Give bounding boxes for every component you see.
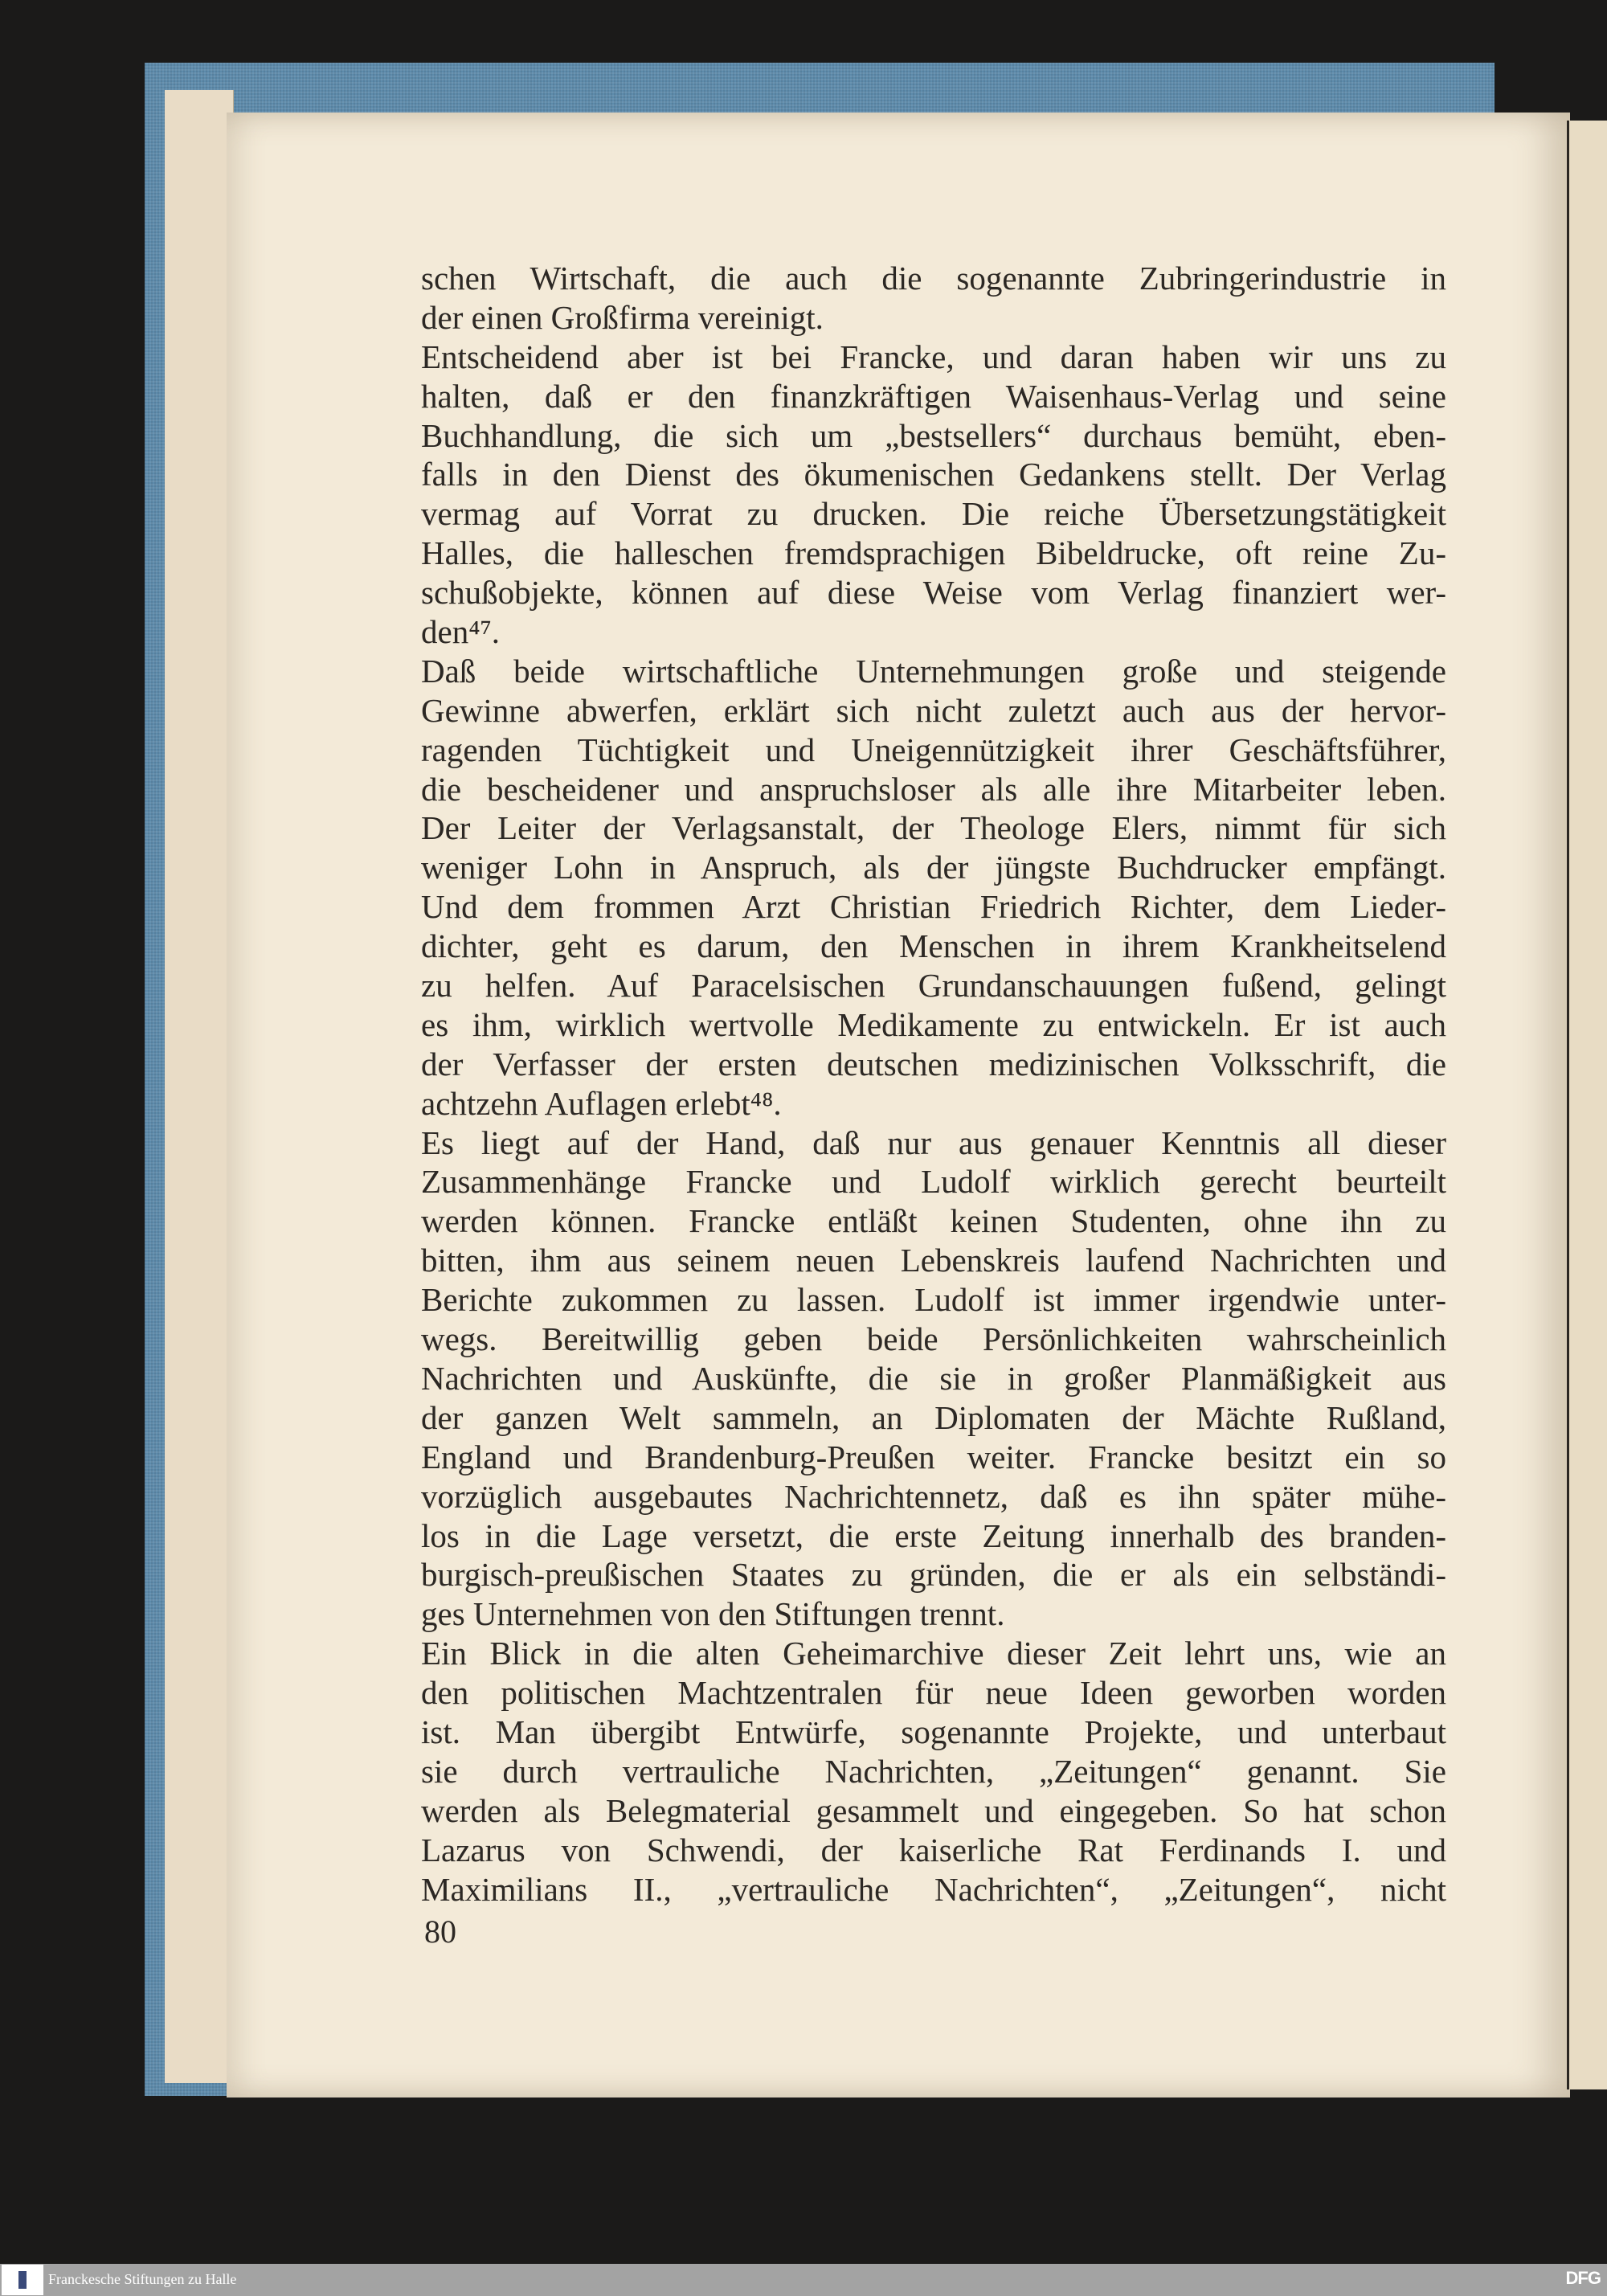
text-line: achtzehn Auflagen erlebt⁴⁸. (421, 1084, 782, 1122)
text-line: Und dem frommen Arzt Christian Friedrich Richter, dem Lieder- (421, 888, 1446, 926)
text-line: werden können. Francke entläßt keinen Studenten, ohne ihn zu (421, 1202, 1446, 1240)
text-line: der ganzen Welt sammeln, an Diplomaten der Mächte Rußland, (421, 1398, 1446, 1436)
dfg-logo: DFG (1565, 2268, 1601, 2288)
text-line: burgisch-preußischen Staates zu gründen, die er als ein selbständi- (421, 1556, 1446, 1594)
text-line: der einen Großfirma vereinigt. (421, 298, 824, 336)
page-number: 80 (424, 1913, 456, 1950)
text-line: Gewinne abwerfen, erklärt sich nicht zuletzt auch aus der hervor- (421, 691, 1446, 729)
text-line: sie durch vertrauliche Nachrichten, „Zeitungen“ genannt. Sie (421, 1752, 1446, 1790)
institution-logo-icon (2, 2265, 43, 2295)
viewer-footer-bar (0, 2264, 1607, 2296)
text-line: Der Leiter der Verlagsanstalt, der Theologe Elers, nimmt für sich (421, 809, 1446, 847)
text-line: zu helfen. Auf Paracelsischen Grundanschauungen fußend, gelingt (421, 967, 1446, 1005)
text-line: schen Wirtschaft, die auch die sogenannte Zubringerindustrie in (421, 260, 1446, 297)
institution-name: Franckesche Stiftungen zu Halle (48, 2271, 237, 2287)
text-line: Zusammenhänge Francke und Ludolf wirklich gerecht beurteilt (421, 1163, 1446, 1201)
text-line: werden als Belegmaterial gesammelt und eingegeben. So hat schon (421, 1791, 1446, 1829)
text-line: vermag auf Vorrat zu drucken. Die reiche Übersetzungstätigkeit (421, 495, 1446, 533)
text-line: Daß beide wirtschaftliche Unternehmungen große und steigende (421, 652, 1446, 690)
text-line: den⁴⁷. (421, 613, 501, 651)
text-line: Buchhandlung, die sich um „bestsellers“ durchaus bemüht, eben- (421, 416, 1446, 454)
text-line: Lazarus von Schwendi, der kaiserliche Rat Ferdinands I. und (421, 1831, 1446, 1868)
text-line: der Verfasser der ersten deutschen medizinischen Volksschrift, die (421, 1045, 1446, 1083)
text-line: ragenden Tüchtigkeit und Uneigennützigkeit ihrer Geschäftsführer, (421, 731, 1446, 768)
text-line: Berichte zukommen zu lassen. Ludolf ist immer irgendwie unter- (421, 1281, 1446, 1319)
text-line: Halles, die halleschen fremdsprachigen Bibeldrucke, oft reine Zu- (421, 534, 1446, 572)
text-line: vorzüglich ausgebautes Nachrichtennetz, daß es ihn später mühe- (421, 1477, 1446, 1515)
text-line: halten, daß er den finanzkräftigen Waisenhaus-Verlag und seine (421, 377, 1446, 415)
text-line: Es liegt auf der Hand, daß nur aus genauer Kenntnis all dieser (421, 1123, 1446, 1161)
text-line: Nachrichten und Auskünfte, die sie in großer Planmäßigkeit aus (421, 1359, 1446, 1397)
text-line: weniger Lohn in Anspruch, als der jüngste Buchdrucker empfängt. (421, 849, 1446, 886)
text-line: England und Brandenburg-Preußen weiter. Francke besitzt ein so (421, 1438, 1446, 1475)
text-line: schußobjekte, können auf diese Weise vom Verlag finanziert wer- (421, 574, 1446, 612)
text-line: Entscheidend aber ist bei Francke, und daran haben wir uns zu (421, 338, 1446, 375)
text-line: bitten, ihm aus seinem neuen Lebenskreis laufend Nachrichten und (421, 1242, 1446, 1279)
text-line: den politischen Machtzentralen für neue Ideen geworben worden (421, 1674, 1446, 1712)
text-line: es ihm, wirklich wertvolle Medikamente zu entwickeln. Er ist auch (421, 1005, 1446, 1043)
text-line: wegs. Bereitwillig geben beide Persönlichkeiten wahrscheinlich (421, 1320, 1446, 1358)
text-line: die bescheidener und anspruchsloser als alle ihre Mitarbeiter leben. (421, 770, 1446, 808)
text-line: Ein Blick in die alten Geheimarchive dieser Zeit lehrt uns, wie an (421, 1635, 1446, 1672)
text-line: Maximilians II., „vertrauliche Nachrichten“, „Zeitungen“, nicht (421, 1870, 1446, 1908)
text-line: ist. Man übergibt Entwürfe, sogenannte Projekte, und unterbaut (421, 1713, 1446, 1750)
body-text (421, 259, 1446, 1909)
text-line: los in die Lage versetzt, die erste Zeitung innerhalb des branden- (421, 1516, 1446, 1554)
facing-page-edge (1567, 121, 1607, 2089)
text-line: falls in den Dienst des ökumenischen Gedankens stellt. Der Verlag (421, 456, 1446, 493)
text-line: ges Unternehmen von den Stiftungen trennt. (421, 1595, 1005, 1633)
text-line: dichter, geht es darum, den Menschen in ihrem Krankheitselend (421, 927, 1446, 965)
